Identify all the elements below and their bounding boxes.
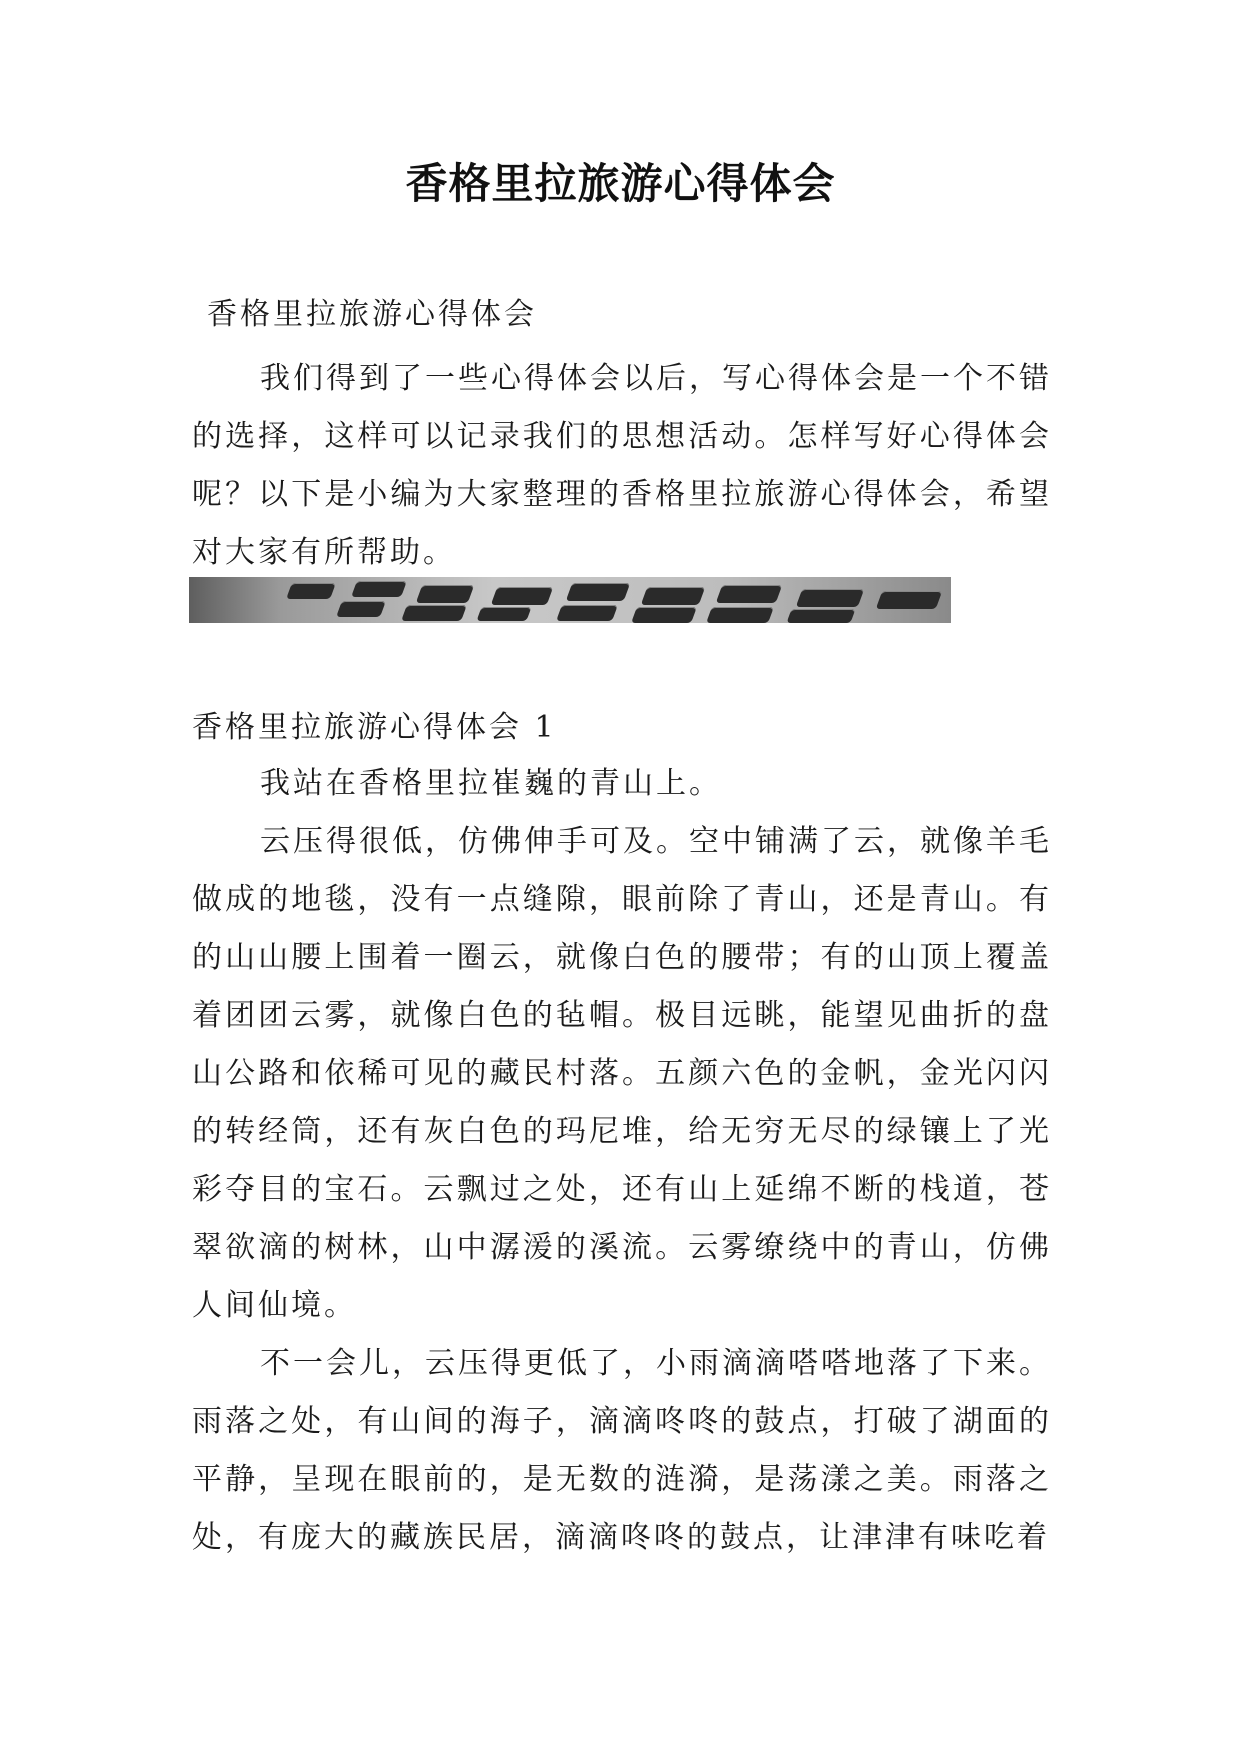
document-subtitle: 香格里拉旅游心得体会: [207, 297, 537, 332]
document-title: 香格里拉旅游心得体会: [405, 159, 836, 208]
intro-paragraph: 我们得到了一些心得体会以后，写心得体会是一个不错的选择，这样可以记录我们的思想活动。怎样写好心得体会呢？以下是小编为大家整理的香格里拉旅游心得体会，希望对大家有所帮助。: [192, 361, 1052, 570]
paragraph: 不一会儿，云压得更低了，小雨滴滴嗒嗒地落了下来。雨落之处，有山间的海子，滴滴咚咚的鼓点，打破了湖面的平静，呈现在眼前的，是无数的涟漪，是荡漾之美。雨落之处，有庞大的藏族民居，滴滴咚咚的鼓点，让津津有味吃着: [192, 1346, 1052, 1555]
paragraph: 云压得很低，仿佛伸手可及。空中铺满了云，就像羊毛做成的地毯，没有一点缝隙，眼前除了青山，还是青山。有的山山腰上围着一圈云，就像白色的腰带；有的山顶上覆盖着团团云雾，就像白色的毡帽。极目远眺，能望见曲折的盘山公路和依稀可见的藏民村落。五颜六色的金帆，金光闪闪的转经筒，还有灰白色的玛尼堆，给无穷无尽的绿镶上了光彩夺目的宝石。云飘过之处，还有山上延绵不断的栈道，苍翠欲滴的树林，山中潺湲的溪流。云雾缭绕中的青山，仿佛人间仙境。: [192, 824, 1052, 1323]
keyboard-image: [189, 577, 951, 623]
paragraph: 我站在香格里拉崔巍的青山上。: [260, 766, 722, 801]
section1-body: [192, 755, 1052, 1567]
section-heading: 香格里拉旅游心得体会 1: [192, 710, 557, 745]
intro-block: [192, 350, 1052, 582]
